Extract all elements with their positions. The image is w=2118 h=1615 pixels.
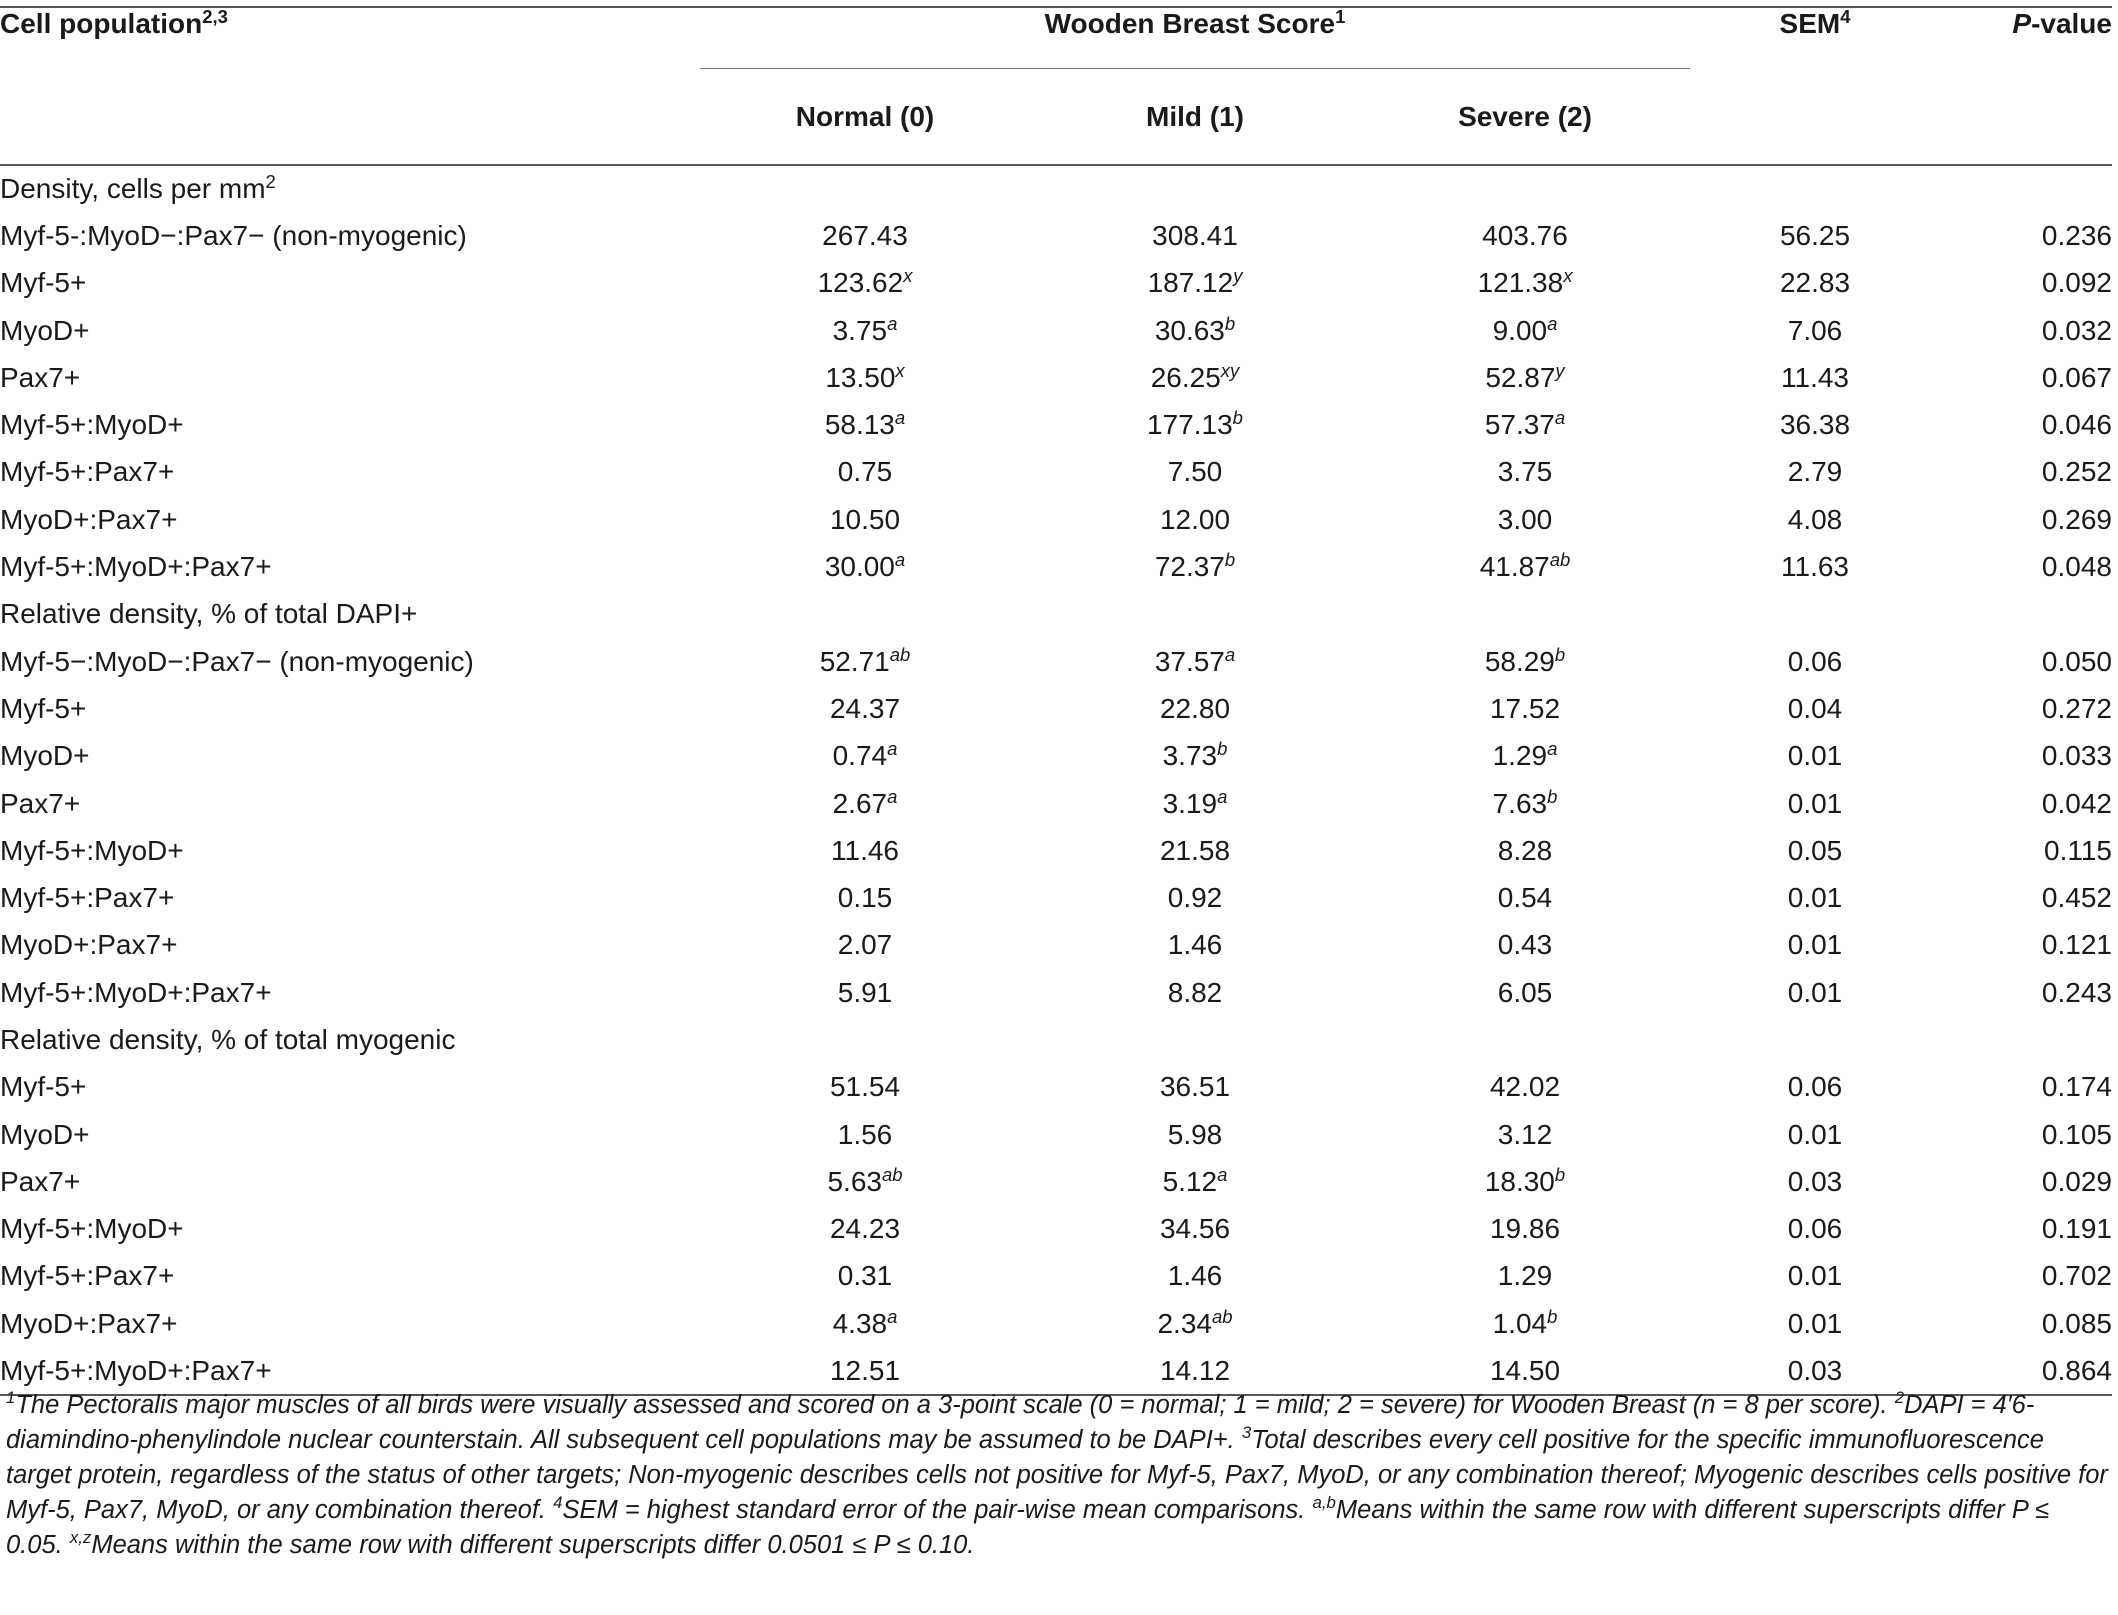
table-row [0,733,2112,780]
header-spacer [0,67,700,165]
value-mild: 21.58 [1159,834,1231,866]
row-label: Myf-5+:MyoD+:Pax7+ [0,1347,700,1394]
table-row [0,1253,2112,1300]
value-severe: 19.86 [1489,1213,1561,1245]
value-mild: 187.12$^y$ [1147,265,1243,299]
value-severe: 14.50 [1360,1347,1690,1394]
header-sem: SEM$^4$ [1690,7,1940,67]
value-severe: 52.87$^y$ [1485,359,1565,393]
header-cell-population: Cell population$^{2,3}$ [0,7,700,67]
table-row [0,969,2112,1016]
value-normal: 24.37 [829,692,901,724]
value-mild: 12.00 [1159,503,1231,535]
value-normal: 0.75 [837,456,893,488]
value-mild: 72.37$^b$ [1154,548,1236,583]
table-row [0,1206,2112,1253]
value-sem: 0.04 [1787,692,1843,724]
value-severe: 6.05 [1497,976,1553,1008]
table-row [0,874,2112,921]
value-p: 0.243 [2041,976,2112,1008]
value-normal: 13.50$^x$ [825,359,905,393]
value-p: 0.067 [2041,361,2112,393]
value-sem: 22.83 [1779,267,1851,299]
value-severe: 0.43 [1497,929,1553,961]
value-mild: 7.50 [1167,456,1223,488]
value-sem: 0.06 [1787,1213,1843,1245]
value-mild: $26.25^{xy}$ [1150,359,1240,393]
row-label: MyoD+:Pax7+ [0,503,178,535]
value-mild: 0.92 [1167,882,1223,914]
value-normal: 3.75$^a$ [832,312,898,346]
value-mild: 34.56 [1159,1213,1231,1245]
value-normal: 12.51 [700,1347,1030,1394]
value-sem: 0.05 [1787,834,1843,866]
value-normal: 51.54 [829,1071,901,1103]
footnote-5: Means within the same row with different superscripts differ P ≤ 0.05. [6,1496,2050,1559]
table-row [0,1064,2112,1111]
value-sem: 0.01 [1787,1307,1843,1339]
value-normal: 0.31 [837,1260,893,1292]
row-label: Myf-5+:MyoD+ [0,834,184,866]
value-mild: 36.51 [1159,1071,1231,1103]
row-label: Myf-5+:MyoD+:Pax7+ [0,551,272,583]
value-severe: 1.29$^a$ [1492,738,1558,772]
row-label: MyoD+ [0,314,90,346]
row-label: Pax7+ [0,1165,81,1197]
table-row [0,401,2112,448]
table-row [0,1111,2112,1158]
value-mild: 1.46 [1167,929,1223,961]
value-p: 0.105 [2041,1118,2112,1150]
value-p: 0.272 [2041,692,2112,724]
row-label: Myf-5+:Pax7+ [0,1260,175,1292]
footnote-1: The Pectoralis major muscles of all birds were visually assessed and scored on a 3-point scale (0 = normal; 1 = mild; 2 = severe) for Wooden Breast (n = 8 per score). [15,1391,1888,1419]
value-normal: 30.00$^a$ [824,548,906,583]
value-sem: 36.38 [1779,409,1851,441]
value-mild: 14.12 [1030,1347,1360,1394]
value-severe: 3.75 [1497,456,1553,488]
value-p: 0.191 [2041,1213,2112,1245]
value-severe: 403.76 [1482,219,1568,251]
row-label: Myf-5-:MyoD−:Pax7− (non-myogenic) [0,219,467,251]
row-label: Myf-5+ [0,1071,87,1103]
value-severe: 7.63$^b$ [1492,785,1558,819]
value-severe: 0.54 [1497,882,1553,914]
value-normal: 1.56 [837,1118,893,1150]
value-p: 0.121 [2041,929,2112,961]
value-normal: 0.15 [837,882,893,914]
value-p: 0.050 [2041,645,2112,677]
value-normal: 10.50 [829,503,901,535]
header-group-mild: Mild (1) [1030,67,1360,165]
value-sem: 0.01 [1787,882,1843,914]
value-sem: 0.03 [1690,1347,1940,1394]
row-label: Myf-5+ [0,267,87,299]
value-sem: 0.06 [1787,645,1843,677]
footnotes: $^1$The Pectoralis major muscles of all birds were visually assessed and scored on a 3-point scale (0 = normal; 1 = mild; 2 = severe) for Wooden Breast (n = 8 per score). $^2$DAPI = 4′6-diamindino-phenylindole nuclear counterstain. All subsequent cell populations may be assumed to be DAPI+. $^3$Total describes every cell positive for the specific immunofluorescence target protein, regardless of the status of other targets; Non-myogenic describes cells not positive for Myf-5, Pax7, MyoD, or any combination thereof; Myogenic describes cells positive for Myf-5, Pax7, MyoD, or any combination thereof. $^4$SEM = highest standard error of the pair-wise mean comparisons. $^{a,b}$Means within the same row with different superscripts differ P ≤ 0.05. $^{x,z}$Means within the same row with different superscripts differ 0.0501 ≤ P ≤ 0.10. [6,1387,2108,1559]
value-severe: 8.28 [1497,834,1553,866]
row-label: Myf-5+:Pax7+ [0,882,175,914]
value-severe: 41.87$^{ab}$ [1479,548,1571,583]
value-severe: 57.37$^a$ [1484,406,1566,441]
row-label: MyoD+:Pax7+ [0,929,178,961]
value-severe: 18.30$^b$ [1484,1163,1566,1197]
row-label: Pax7+ [0,787,81,819]
value-mild: 37.57$^a$ [1154,643,1236,677]
value-p: 0.048 [2041,551,2112,583]
value-p: 0.042 [2041,787,2112,819]
table-header [0,7,2112,165]
value-sem: 0.03 [1787,1165,1843,1197]
value-sem: 0.01 [1787,1260,1843,1292]
section-title: Relative density, % of total myogenic [0,1023,456,1055]
value-p: 0.236 [2041,219,2112,251]
row-label: Myf-5+ [0,692,87,724]
value-normal: 0.74$^a$ [832,738,898,772]
value-mild: 8.82 [1167,976,1223,1008]
value-p: 0.702 [2041,1260,2112,1292]
header-group-normal: Normal (0) [700,67,1030,165]
value-normal: 267.43 [822,219,908,251]
value-mild: 177.13$^b$ [1147,406,1243,441]
value-mild: 308.41 [1152,219,1238,251]
value-severe: 17.52 [1489,692,1561,724]
value-p: 0.115 [2044,834,2112,866]
header-p-value: P-value [1940,7,2112,67]
table-row [0,307,2112,354]
table-row [0,212,2112,259]
section-header-row [0,591,2112,638]
table-row [0,1300,2112,1347]
value-sem: 56.25 [1779,219,1851,251]
value-mild: 22.80 [1159,692,1231,724]
row-label: Myf-5−:MyoD−:Pax7− (non-myogenic) [0,645,474,677]
table-body [0,165,2112,1395]
footnote-3: Total describes every cell positive for the specific immunofluorescence target protein, regardless of the status of other targets; Non-myogenic describes cells not positive for Myf-5, Pax7, MyoD, or any combination thereof; Myogenic describes cells positive for Myf-5, Pax7, MyoD, or any combination thereof. [6,1426,2108,1524]
value-p: 0.452 [2041,882,2112,914]
table-row [0,685,2112,732]
table-row [0,780,2112,827]
row-label: Myf-5+:MyoD+ [0,409,184,441]
value-normal: 5.91 [837,976,893,1008]
value-mild: 1.46 [1167,1260,1223,1292]
value-severe: 3.12 [1497,1118,1553,1150]
value-normal: 4.38$^a$ [832,1305,898,1339]
value-p: 0.092 [2041,267,2112,299]
value-severe: 1.29 [1497,1260,1553,1292]
value-severe: 9.00$^a$ [1492,312,1558,346]
table-row [0,496,2112,543]
value-severe: 3.00 [1497,503,1553,535]
section-title: Density, cells per $mm^2$ [0,170,276,205]
value-sem: 0.06 [1787,1071,1843,1103]
table-row [0,543,2112,590]
value-sem: 7.06 [1787,314,1843,346]
value-sem: 2.79 [1787,456,1843,488]
value-mild: 30.63$^b$ [1154,312,1236,346]
value-p: 0.085 [2041,1307,2112,1339]
value-sem: 11.43 [1781,361,1849,393]
section-header-row [0,165,2112,212]
header-spacer [1940,67,2112,165]
section-title: Relative density, % of total DAPI+ [0,598,418,630]
value-mild: 5.12$^a$ [1162,1163,1228,1197]
row-label: Myf-5+:MyoD+ [0,1213,184,1245]
value-mild: 3.19$^a$ [1162,785,1228,819]
row-label: MyoD+ [0,740,90,772]
value-p: 0.174 [2041,1071,2112,1103]
value-p: 0.046 [2041,409,2112,441]
table-row [0,827,2112,874]
value-normal: 2.07 [837,929,893,961]
row-label: Pax7+ [0,361,81,393]
row-label: MyoD+:Pax7+ [0,1307,178,1339]
value-mild: 3.73$^b$ [1162,738,1228,772]
footnote-4: SEM = highest standard error of the pair-wise mean comparisons. [562,1496,1306,1524]
section-header-row [0,1016,2112,1063]
row-label: MyoD+ [0,1118,90,1150]
table-row [0,354,2112,401]
value-severe: 121.38$^x$ [1477,265,1573,299]
header-spacer [1690,67,1940,165]
footnote-6: Means within the same row with different superscripts differ 0.0501 ≤ P ≤ 0.10. [91,1531,975,1559]
value-p: 0.032 [2041,314,2112,346]
value-normal: 24.23 [829,1213,901,1245]
table-row [0,638,2112,685]
value-sem: 0.01 [1787,976,1843,1008]
value-sem: 4.08 [1787,503,1843,535]
row-label: Myf-5+:MyoD+:Pax7+ [0,976,272,1008]
value-normal: 2.67$^a$ [832,785,898,819]
value-sem: 0.01 [1787,787,1843,819]
value-normal: 11.46 [831,834,899,866]
value-sem: 0.01 [1787,740,1843,772]
value-sem: 0.01 [1787,1118,1843,1150]
row-label: Myf-5+:Pax7+ [0,456,175,488]
value-normal: 58.13$^a$ [824,406,906,441]
header-group-severe: Severe (2) [1360,67,1690,165]
results-table [0,6,2112,1396]
value-normal: 52.71$^{ab}$ [819,643,911,677]
value-mild: 2.34$^{ab}$ [1157,1305,1233,1339]
table-row [0,260,2112,307]
value-mild: 5.98 [1167,1118,1223,1150]
value-normal: 123.62$^x$ [817,265,913,299]
value-p: 0.864 [1940,1347,2112,1394]
value-p: 0.029 [2041,1165,2112,1197]
value-p: 0.252 [2041,456,2112,488]
value-sem: 0.01 [1787,929,1843,961]
value-p: 0.033 [2041,740,2112,772]
value-severe: 58.29$^b$ [1484,643,1566,677]
footnote-2: DAPI = 4′6-diamindino-phenylindole nuclear counterstain. All subsequent cell populations may be assumed to be DAPI+. [6,1391,2035,1454]
table-row [0,922,2112,969]
header-wooden-breast-score: Wooden Breast Score$^1$ [700,7,1690,67]
value-normal: 5.63$^{ab}$ [827,1163,903,1197]
value-severe: 42.02 [1489,1071,1561,1103]
table-row [0,1158,2112,1205]
value-p: 0.269 [2041,503,2112,535]
value-sem: 11.63 [1781,551,1849,583]
table-row [0,449,2112,496]
value-severe: 1.04$^b$ [1492,1305,1558,1339]
